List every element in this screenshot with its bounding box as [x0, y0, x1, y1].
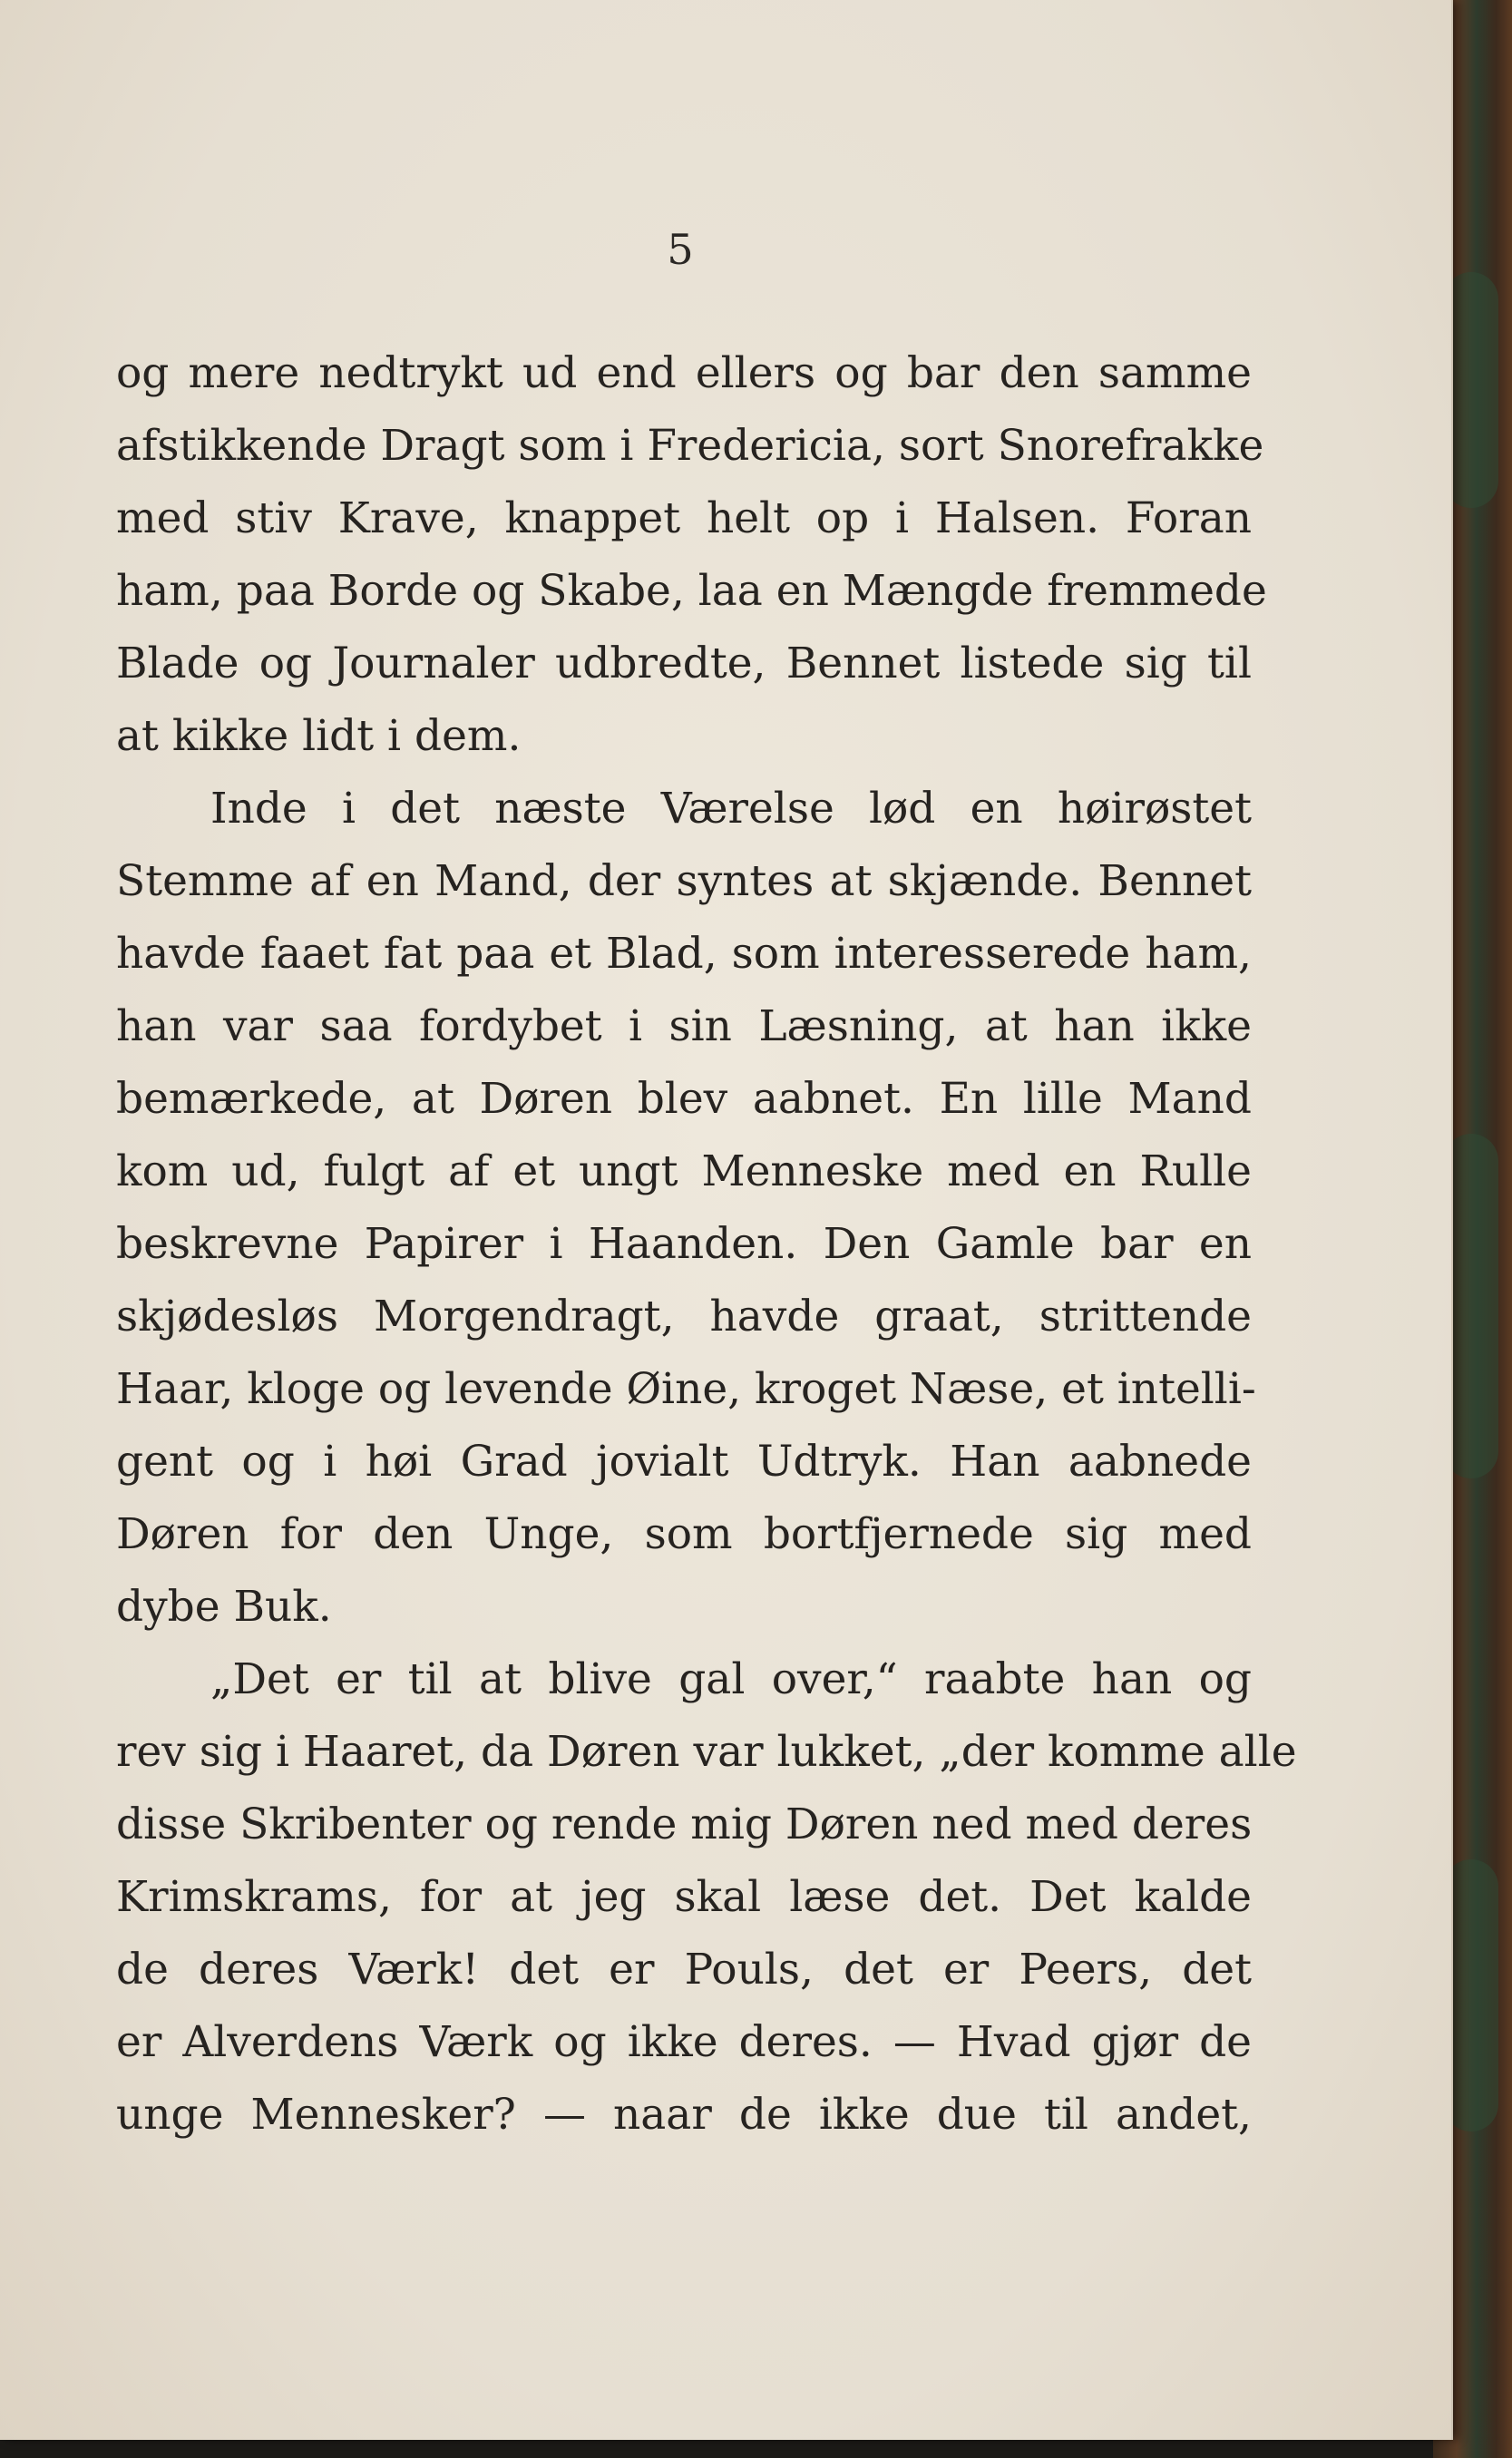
- text-line: med stiv Krave, knappet helt op i Halsen. Foran: [116, 493, 1252, 543]
- text-line: at kikke lidt i dem.: [116, 711, 522, 761]
- page-number: 5: [667, 225, 694, 274]
- body-text: [116, 337, 1297, 2151]
- text-line: havde faaet fat paa et Blad, som interesserede ham,: [116, 929, 1252, 979]
- text-line: de deres Værk! det er Pouls, det er Peers, det: [116, 1945, 1252, 1995]
- text-line: gent og i høi Grad jovialt Udtryk. Han aabnede: [116, 1437, 1252, 1487]
- text-line: er Alverdens Værk og ikke deres. — Hvad gjør de: [116, 2017, 1252, 2067]
- text-line: afstikkende Dragt som i Fredericia, sort Snorefrakke: [116, 421, 1264, 471]
- text-line: unge Mennesker? — naar de ikke due til andet,: [116, 2090, 1252, 2140]
- text-line: Krimskrams, for at jeg skal læse det. Det kalde: [116, 1872, 1252, 1922]
- text-line: Blade og Journaler udbredte, Bennet listede sig til: [116, 639, 1252, 688]
- text-line: ham, paa Borde og Skabe, laa en Mængde fremmede: [116, 566, 1267, 616]
- text-line: beskrevne Papirer i Haanden. Den Gamle bar en: [116, 1219, 1252, 1269]
- text-line: „Det er til at blive gal over,“ raabte han og: [210, 1654, 1252, 1704]
- text-line: Haar, kloge og levende Øine, kroget Næse, et intelli-: [116, 1364, 1256, 1414]
- text-line: Døren for den Unge, som bortfjernede sig med: [116, 1509, 1252, 1559]
- text-line: dybe Buk.: [116, 1582, 332, 1632]
- text-line: Stemme af en Mand, der syntes at skjænde. Bennet: [116, 856, 1252, 906]
- text-line: skjødesløs Morgendragt, havde graat, strittende: [116, 1292, 1252, 1341]
- text-line: han var saa fordybet i sin Læsning, at han ikke: [116, 1001, 1252, 1051]
- text-line: disse Skribenter og rende mig Døren ned med deres: [116, 1800, 1253, 1849]
- text-line: kom ud, fulgt af et ungt Menneske med en Rulle: [116, 1146, 1252, 1196]
- text-line: og mere nedtrykt ud end ellers og bar den samme: [116, 348, 1252, 398]
- text-line: Inde i det næste Værelse lød en høirøstet: [210, 784, 1252, 834]
- text-line: rev sig i Haaret, da Døren var lukket, „der komme alle: [116, 1727, 1297, 1777]
- text-line: bemærkede, at Døren blev aabnet. En lille Mand: [116, 1074, 1252, 1124]
